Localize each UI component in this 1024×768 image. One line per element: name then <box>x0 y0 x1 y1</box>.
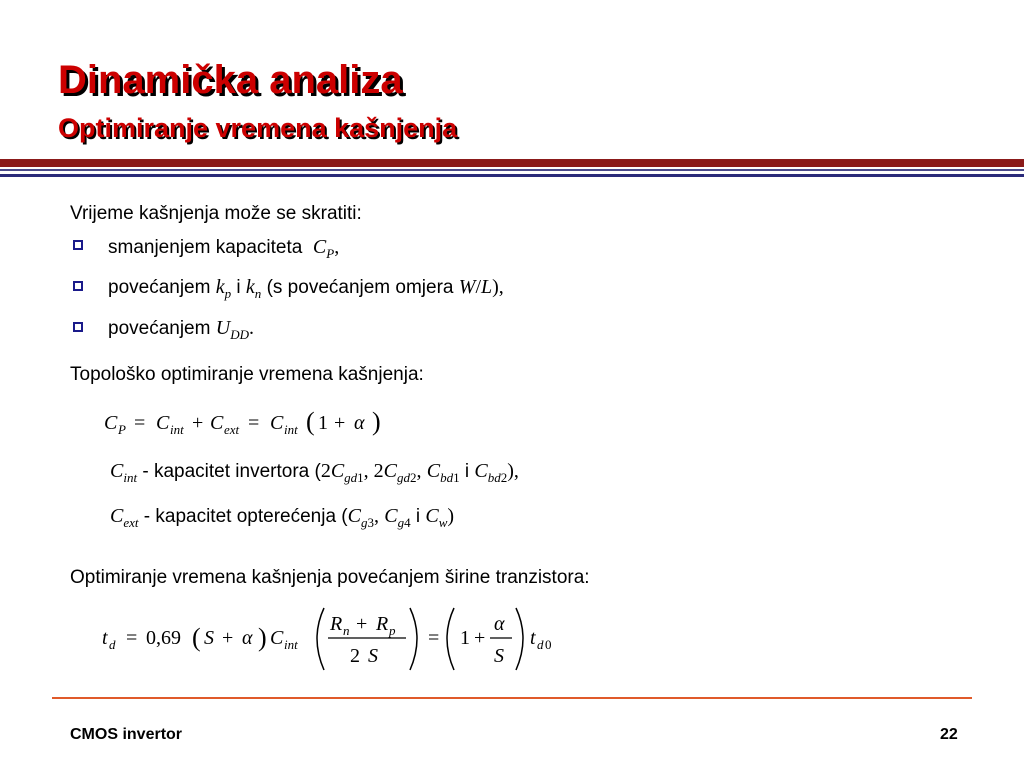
svg-text:d: d <box>109 637 116 652</box>
svg-text:α: α <box>242 627 253 649</box>
svg-text:0,69: 0,69 <box>146 627 181 649</box>
svg-text:S: S <box>368 645 378 667</box>
svg-text:α: α <box>494 613 505 635</box>
bullet-1-text: smanjenjem kapaciteta <box>108 237 303 258</box>
bullet-3-text: povećanjem <box>108 318 211 339</box>
header-bar-thick <box>0 159 1024 167</box>
svg-text:2: 2 <box>350 645 360 667</box>
svg-text:int: int <box>170 422 184 437</box>
bullet-3-math: $U_{DD}$ <box>215 317 249 342</box>
svg-text:C: C <box>270 627 284 649</box>
intro-text: Vrijeme kašnjenja može se skratiti: <box>70 203 362 224</box>
svg-text:p: p <box>389 623 396 638</box>
svg-text:C: C <box>156 412 170 434</box>
cext-desc-text: - kapacitet opterećenja ( <box>143 506 348 527</box>
svg-text:t: t <box>102 627 108 649</box>
svg-text:=: = <box>126 627 138 649</box>
bullet-item-3: povećanjem $U_{DD}$. <box>108 317 254 342</box>
svg-text:S: S <box>494 645 504 667</box>
bullet-item-1: smanjenjem kapaciteta $C_P$, <box>108 236 340 261</box>
svg-text:R: R <box>376 613 389 635</box>
svg-text:d: d <box>537 637 544 652</box>
svg-text:R: R <box>330 613 343 635</box>
footer-title: CMOS invertor <box>70 726 183 743</box>
header-bar-bottom <box>0 174 1024 177</box>
svg-text:C: C <box>210 412 224 434</box>
svg-text:int: int <box>284 637 298 652</box>
svg-text:=: = <box>248 412 260 434</box>
page-number: 22 <box>940 726 958 743</box>
cext-description: $C_{ext}$ - kapacitet opterećenja ($C_{g3}$, $C_{g4}$ i $C_w$) <box>110 505 455 530</box>
equation-cp <box>100 402 410 442</box>
checkbox-bullet-icon <box>73 281 83 291</box>
svg-text:=: = <box>428 627 440 649</box>
svg-text:+: + <box>192 412 204 434</box>
bullet-1-math: $C_P$ <box>312 236 335 261</box>
svg-text:(: ( <box>192 623 201 652</box>
svg-text:C: C <box>104 412 118 434</box>
svg-text:+: + <box>334 412 346 434</box>
svg-text:ext: ext <box>224 422 240 437</box>
svg-text:): ) <box>258 623 267 652</box>
svg-text:+: + <box>474 627 486 649</box>
bullet-item-2: povećanjem $k_p$ i $k_n$ (s povećanjem omjera W/L), <box>108 276 504 301</box>
bullet-2-math: $k_p$ <box>215 276 232 301</box>
slide-title: Dinamička analiza <box>58 58 403 102</box>
svg-text:(: ( <box>306 407 315 436</box>
cint-desc-text: - kapacitet invertora ( <box>142 461 321 482</box>
svg-text:P: P <box>118 422 126 437</box>
svg-text:t: t <box>530 627 536 649</box>
svg-text:1: 1 <box>318 412 328 434</box>
slide-subtitle: Optimiranje vremena kašnjenja <box>58 113 458 143</box>
equation-td <box>98 600 568 680</box>
svg-text:): ) <box>372 407 381 436</box>
svg-text:=: = <box>134 412 146 434</box>
svg-text:α: α <box>354 412 365 434</box>
svg-text:1: 1 <box>460 627 470 649</box>
svg-text:int: int <box>284 422 298 437</box>
opt-heading: Optimiranje vremena kašnjenja povećanjem širine tranzistora: <box>70 567 590 588</box>
cint-description: $C_{int}$ - kapacitet invertora ($2C_{gd1}$, $2C_{gd2}$, $C_{bd1}$ i $C_{bd2}$), <box>110 460 519 485</box>
svg-text:0: 0 <box>545 637 552 652</box>
bullet-2-text: povećanjem <box>108 277 211 298</box>
topo-heading: Topološko optimiranje vremena kašnjenja: <box>70 364 424 385</box>
svg-text:S: S <box>204 627 214 649</box>
svg-text:+: + <box>222 627 234 649</box>
footer-divider <box>52 697 972 699</box>
checkbox-bullet-icon <box>73 240 83 250</box>
svg-text:+: + <box>356 613 368 635</box>
svg-text:n: n <box>343 623 350 638</box>
header-bar-thin <box>0 169 1024 171</box>
svg-text:C: C <box>270 412 284 434</box>
checkbox-bullet-icon <box>73 322 83 332</box>
